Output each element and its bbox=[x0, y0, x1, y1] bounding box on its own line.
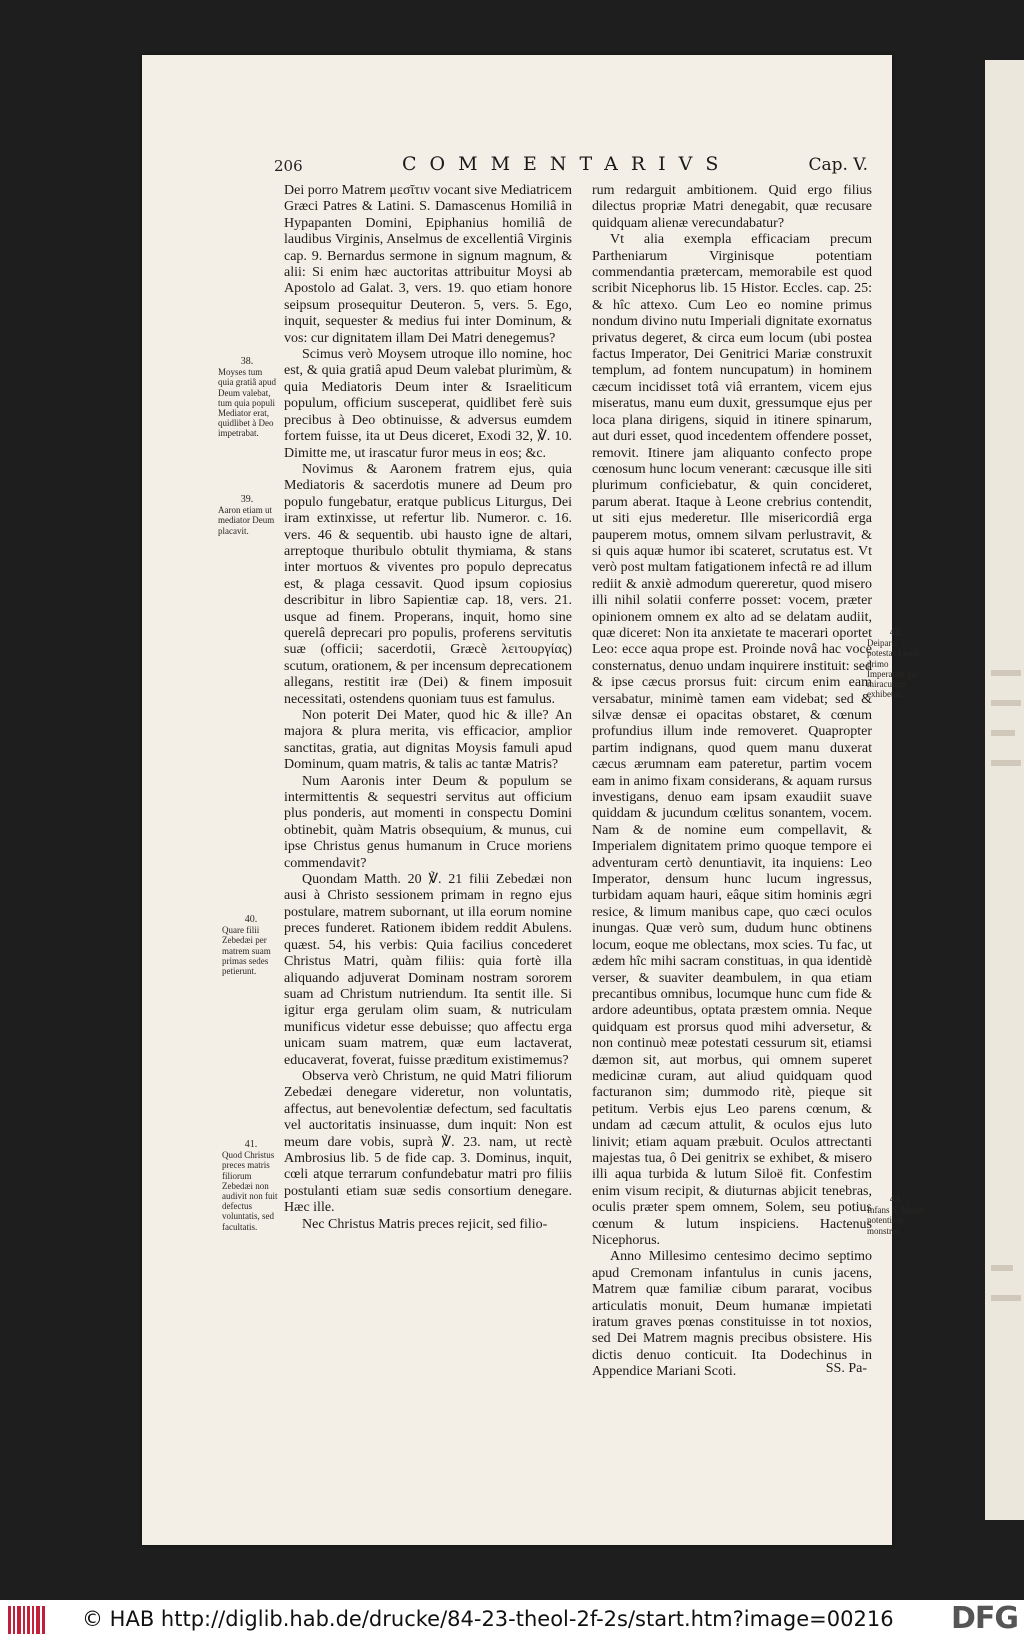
hab-barcode-icon bbox=[8, 1606, 46, 1634]
paragraph: Novimus & Aaronem fratrem ejus, quia Mediatoris & sacerdotis munere ad Deum pro populo fungebatur, eratque publicus Liturgus, Dei iram extinxisse, ut refertur lib. Numeror. c. 16. vers. 46 & sequentib. ubi hausto igne de altari, arreptoque thuribulo obtulit thymiama, & stans inter mortuos & viventes pro populo deprecatus est, & plaga cessavit. Quod ipsum copiosius describitur in libro Sapientiæ cap. 18, vers. 21. usque ad finem. Properans, inquit, homo sine querelâ deprecari pro populis, proferens servitutis suæ (officii; sacerdotii, Græcè λειτουργίας) scutum, orationem, & per incensum deprecationem allegans, restitit iræ (Dei) & finem imposuit necessitati, ostendens quoniam tuus est famulus. bbox=[284, 461, 572, 707]
paragraph: rum redarguit ambitionem. Quid ergo filius dilectus propriæ Matri denegabit, quæ recusare quidquam alienæ verecundabatur? bbox=[592, 183, 872, 231]
paragraph: Anno Millesimo centesimo decimo septimo apud Cremonam infantulus in cunis jacens, Matrem quæ familiæ cibum pararat, vocibus articulatis monuit, Deum humanæ impietati iratum graves pœnas constituisse in tot noxios, sed Dei Matrem magnis precibus obsistere. His dictis denuo conticuit. Ita Dodechinus in Appendice Mariani Scoti. bbox=[592, 1249, 872, 1380]
footer-bar bbox=[0, 1600, 1024, 1640]
catchword: SS. Pa- bbox=[825, 1361, 867, 1376]
paragraph: Quondam Matth. 20 ℣. 21 filii Zebedæi non ausi à Christo sessionem primam in regno ejus postulare, matrem subornant, ut illa eorum nomine preces funderet. Rationem ibidem reddit Abulens. quæst. 54, his verbis: Quia facilius concederet Christus Matri, quàm filiis: quia fortè illa aliquando adjuverat Dominam nostram sororem suam ad Christum nutriendum. Ita sentit ille. Si igitur erga gerulam olim suam, & nutriculam munificus videtur esse debuisse; quo affectu erga unicam suam matrem, quæ eum lactaverat, educaverat, foverat, fuisse præditum existimemus? bbox=[284, 872, 572, 1068]
running-title: COMMENTARIVS bbox=[402, 153, 732, 175]
paragraph: Num Aaronis inter Deum & populum se intermittentis & sequestri servitus aut officium plus ponderis, aut momenti in conspectu Domini obtinebit, quàm Matris obsequium, & munus, cui ipse Christus genus humanum in Cruce moriens commendavit? bbox=[284, 773, 572, 871]
page-header bbox=[274, 153, 868, 187]
page-number: 206 bbox=[274, 157, 303, 175]
margin-note: 43. Infans S. Mariæ potentiam monstrat. bbox=[867, 1194, 925, 1236]
adjacent-page-edge bbox=[985, 60, 1024, 1520]
margin-note: 42. Deiparæ potestas Leoni primo Imperatori per miraculum exhibetur. bbox=[867, 627, 920, 700]
paragraph: Non poterit Dei Mater, quod hic & ille? An majora & plura merita, vis efficacior, amplior sanctitas, gratia, aut dignitas Moysis famuli apud Dominum, quam matris, & talis ac tantæ Matris? bbox=[284, 708, 572, 773]
margin-note: 40. Quare filii Zebedæi per matrem suam primas sedes petierunt. bbox=[222, 914, 271, 977]
margin-note: 38. Moyses tum quia gratiâ apud Deum valebat, tum quia populi Mediator erat, quidlibet à Deo impetrabat. bbox=[218, 356, 276, 439]
chapter-label: Cap. V. bbox=[808, 155, 868, 175]
margin-note: 41. Quod Christus preces matris filiorum Zebedæi non audivit non fuit defectus voluntatis, sed facultatis. bbox=[222, 1139, 278, 1232]
book-page bbox=[142, 55, 925, 1545]
margin-note: 39. Aaron etiam ut mediator Deum placavit. bbox=[218, 494, 275, 536]
source-url-link[interactable]: © HAB http://diglib.hab.de/drucke/84-23-theol-2f-2s/start.htm?image=00216 bbox=[82, 1607, 894, 1631]
paragraph: Observa verò Christum, ne quid Matri filiorum Zebedæi denegare videretur, non voluntatis, affectus, aut benevolentiæ defectum, sed facultatis vel auctoritatis insinuasse, dum inquit: Non est meum dare vobis, suprà ℣. 23. nam, ut rectè Ambrosius lib. 5 de fide cap. 3. Dominus, inquit, cœli atque terrarum confundebatur matri pro filiis postulanti etiam suæ sedis consortium denegare. Hæc ille. bbox=[284, 1068, 572, 1216]
paragraph: Vt alia exempla efficaciam precum Partheniarum Virginisque potentiam commendantia prætercam, memorabile est quod scribit Nicephorus lib. 15 Histor. Eccles. cap. 25: & hîc attexo. Cum Leo eo nomine primus nondum divino nutu Imperiali dignitate exornatus privatus degeret, & circa eum locum (ubi postea factus Imperator, Dei Genitrici Mariæ construxit templum, ad fontem nuncupatum) in hominem cæcum incidisset totâ viâ errantem, vicem ejus miseratus, manu eum duxit, gressumque ejus per loca plana dirigens, siquid in itinere spinarum, aut duri esset, quod incedentem offendere posset, removit. Itinere jam aliquanto confecto prope cœnosum hunc locum venerant: cæcusque ille siti plurimum conficiebatur, & quin concideret, parum aberat. Itaque à Leone crebrius contendit, ut siti ejus mederetur. Ille misericordiâ erga pauperem motus, omnem silvam perlustravit, & si quis aquæ humor ibi scateret, scrutatus est. Vt verò post multam fatigationem infectâ re ad illum rediit & anxiè admodum quereretur, quod misero illi nihil solatii conferre posset: vocem, præter opinionem omnem ex alto ad se delatam audiit, quæ diceret: Non ita anxietate te macerari oportet Leo: ecce aqua prope est. Proinde novâ hac voce consternatus, denuo undam inquirere instituit: sed & ipse cæcus prorsus fuit: circum enim eam versabatur, minimè tamen eam videbat; sed & silvæ densæ ei opacitas obstaret, & cœnum profundius illum inde removeret. Quapropter partim indignans, quod quem manu duxerat cæcus ærumnam eam pateretur, partim vocem eam in animo fixam considerans, & aquam rursus investigans, denuo eam ipsam exaudiit suave quiddam & jucundum cœlitus sonantem, vocem. Nam & de nomine eum compellavit, & Imperialem dignitatem primo quoque tempore ei adventuram certò denuntiavit, ita inquiens: Leo Imperator, densum hunc lucum ingressus, turbidam aquam hauri, eâque sitim hominis ægri resice, & limum manibus cape, quo cæci oculos inungas. Quæ verò sum, dudum hunc obtinens locum, eoque me oblectans, mox scies. Tu fac, ut ædem hîc mihi sacram constituas, in qua identidè verser, & suaviter deambulem, in qua etiam precantibus omnibus, locumque hunc cum fide & ardore adeuntibus, optata præstem omnia. Neque quidquam est prorsus quod mihi adversetur, & non continuò meæ potestati cessurum sit, etiamsi dæmon sit, aut morbus, qui omnem superet medicinæ curam, aut aliud quidquam quod facturanon sim; dummodo ritè, pieque sit petitum. Verbis ejus Leo parens cœnum, & undam ad cæcum attulit, & oculos ejus luto linivit; etiam aquam præbuit. Oculos attrectanti majestas tua, ô Dei genitrix se exhibet, & misero illi aqua turbida & lutum Siloë fit. Confestim enim visum recipit, & diuturnas abjicit tenebras, oculis præter spem omnem, Solem, seu potius cœnum & lutum inspiciens. Hactenus Nicephorus. bbox=[592, 232, 872, 1248]
paragraph: Dei porro Matrem μεσῖτιν vocant sive Mediatricem Græci Patres & Latini. S. Damascenus Homiliâ in Hypapanten Domini, Epiphanius homiliâ de laudibus Virginis, Anselmus de excellentiâ Virginis cap. 9. Bernardus sermone in signum magnum, & alii: Si enim hæc auctoritas attribuitur Moysi ab Apostolo ad Galat. 3, vers. 19. quo etiam honore seipsum prosequitur Deuteron. 5, vers. 5. Ego, inquit, sequester & medius fui inter Dominum, & vos: cur dignitatem illam Dei Matri denegemus? bbox=[284, 183, 572, 346]
text-column-left bbox=[284, 183, 572, 1233]
text-column-right bbox=[592, 183, 872, 1381]
paragraph: Scimus verò Moysem utroque illo nomine, hoc est, & quia gratiâ apud Deum valebat plurimùm, & quia Mediatoris Deum inter & Israeliticum populum, officium susceperat, quidlibet ferè suis precibus à Deo obtinuisse, & adversus eumdem fortem fuisse, ita ut Deus diceret, Exodi 32, ℣. 10. Dimitte me, ut irascatur furor meus in eos; &c. bbox=[284, 347, 572, 461]
paragraph: Nec Christus Matris preces rejicit, sed filio- bbox=[302, 1216, 548, 1232]
dfg-logo: DFG bbox=[950, 1601, 1018, 1636]
